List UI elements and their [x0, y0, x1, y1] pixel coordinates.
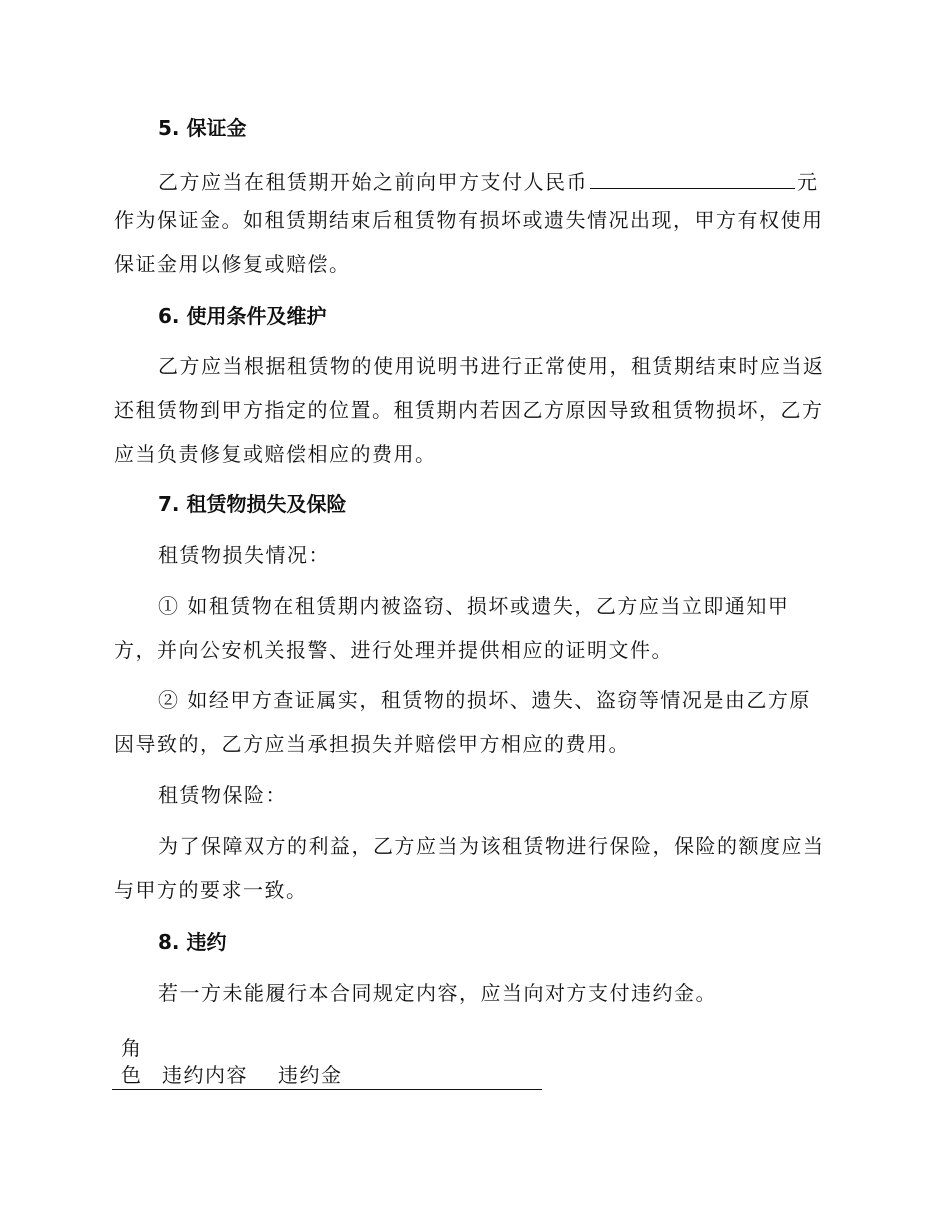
deposit-amount-blank: [590, 168, 795, 189]
loss-item-1: ① 如租赁物在租赁期内被盗窃、损坏或遗失，乙方应当立即通知甲方，并向公安机关报警、进行处理并提供相应的证明文件。: [114, 594, 790, 662]
insurance-label: 租赁物保险：: [158, 783, 287, 807]
section-7-heading: 7. 租赁物损失及保险: [158, 492, 347, 516]
section-5-heading: 5. 保证金: [158, 116, 247, 140]
deposit-text-before: 乙方应当在租赁期开始之前向甲方支付人民币: [158, 170, 588, 194]
section-5-first-line: [158, 168, 819, 194]
section-8-heading: 8. 违约: [158, 930, 227, 954]
loss-label: 租赁物损失情况：: [158, 543, 330, 567]
loss-item-2: ② 如经甲方查证属实，租赁物的损坏、遗失、盗窃等情况是由乙方原因导致的，乙方应当承担损失并赔偿甲方相应的费用。: [114, 688, 811, 756]
section-8-paragraph: 若一方未能履行本合同规定内容，应当向对方支付违约金。: [158, 981, 717, 1005]
table-header-penalty: 违约金: [278, 1063, 343, 1087]
deposit-unit: 元: [797, 170, 819, 194]
insurance-paragraph: 为了保障双方的利益，乙方应当为该租赁物进行保险，保险的额度应当与甲方的要求一致。: [114, 834, 825, 902]
table-header-rule: [112, 1089, 542, 1090]
section-6-paragraph: 乙方应当根据租赁物的使用说明书进行正常使用，租赁期结束时应当返还租赁物到甲方指定的位置。租赁期内若因乙方原因导致租赁物损坏，乙方应当负责修复或赔偿相应的费用。: [114, 354, 825, 466]
table-header-role-line1: 角: [121, 1036, 143, 1060]
section-6-heading: 6. 使用条件及维护: [158, 304, 327, 328]
table-header-content: 违约内容: [162, 1063, 248, 1087]
table-header-role-line2: 色: [121, 1063, 143, 1087]
section-5-paragraph: 作为保证金。如租赁期结束后租赁物有损坏或遗失情况出现，甲方有权使用保证金用以修复或赔偿。: [114, 208, 824, 276]
